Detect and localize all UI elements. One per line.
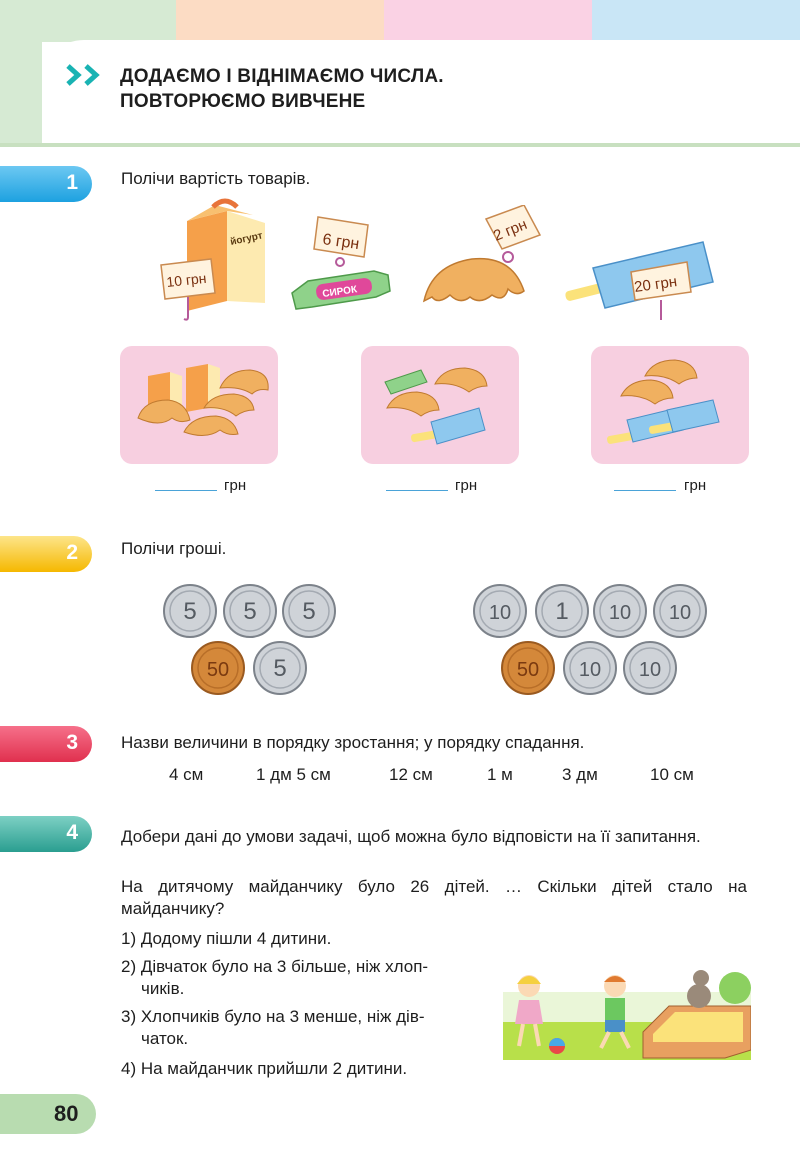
left-green-strip: [0, 42, 42, 143]
page-number-tab: [0, 1094, 96, 1134]
task-4-option-3-cont: чаток.: [141, 1029, 189, 1048]
task-4-option-3: 3) Хлопчиків було на 3 менше, ніж дів-: [121, 1007, 425, 1026]
svg-text:5: 5: [302, 598, 316, 625]
top-band-pink: [384, 0, 592, 42]
answer-unit-3: грн: [684, 477, 707, 494]
svg-text:10: 10: [488, 602, 512, 624]
task-4-number-tab: 4: [0, 816, 92, 852]
task-2-text: Полічи гроші.: [121, 539, 227, 558]
yogurt-price-tag: 10 грн: [165, 269, 208, 290]
group2-coin-4: [652, 583, 708, 644]
page-title: ДОДАЄМО І ВІДНІМАЄМО ЧИСЛА. ПОВТОРЮЄМО ВИВЧЕНЕ: [120, 66, 444, 112]
measure-value-1: 4 см: [169, 765, 204, 784]
page-number: 80: [54, 1101, 79, 1126]
svg-text:10: 10: [668, 602, 692, 624]
combo-box-3: [591, 346, 749, 464]
svg-text:50: 50: [206, 659, 230, 681]
group2-coin-2: [534, 583, 590, 644]
task-4-option-4: 4) На майданчик прийшли 2 дитини.: [121, 1059, 408, 1078]
candy-price-tag: 6 грн: [321, 231, 361, 254]
group2-coin-1: [472, 583, 528, 644]
svg-text:5: 5: [183, 598, 197, 625]
combo-1-items: [120, 346, 278, 464]
task-1-text: Полічи вартість товарів.: [121, 169, 311, 188]
measure-value-5: 3 дм: [562, 765, 598, 784]
answer-blank-3[interactable]: [614, 472, 676, 491]
task-3-text: Назви величини в порядку зростання; у порядку спадання.: [121, 733, 585, 752]
measure-value-3: 12 см: [389, 765, 433, 784]
ice-cream-price-tag: 20 грн: [633, 273, 679, 296]
svg-text:5: 5: [273, 655, 287, 682]
measure-value-4: 1 м: [487, 765, 513, 784]
croissant-price-tag: 2 грн: [491, 215, 530, 245]
group2-coin-5: [500, 640, 556, 701]
group2-coin-6: [562, 640, 618, 701]
task-4-problem: На дитячому майданчику було 26 дітей. … Скільки дітей стало на майданчику?: [121, 877, 747, 918]
svg-text:10: 10: [638, 659, 662, 681]
svg-text:10: 10: [608, 602, 632, 624]
answer-unit-1: грн: [224, 477, 247, 494]
header-divider: [0, 143, 800, 147]
top-band-peach: [176, 0, 384, 42]
candy-bar-image: [288, 215, 398, 320]
group2-coin-7: [622, 640, 678, 701]
task-4-option-2-cont: чиків.: [141, 979, 185, 998]
answer-blank-1[interactable]: [155, 472, 217, 491]
ice-cream-image: [563, 228, 723, 328]
measure-value-2: 1 дм 5 см: [256, 765, 331, 784]
combo-3-items: [591, 346, 749, 464]
task-4-option-2: 2) Дівчаток було на 3 більше, ніж хлоп-: [121, 957, 429, 976]
svg-text:5: 5: [243, 598, 257, 625]
double-chevron-icon: [66, 64, 106, 86]
top-band-blue: [592, 0, 800, 42]
group1-coin-4: [190, 640, 246, 701]
task-2-number-tab: 2: [0, 536, 92, 572]
task-1-number-tab: 1: [0, 166, 92, 202]
yogurt-box-image: [155, 193, 275, 323]
svg-text:1: 1: [555, 598, 569, 625]
task-3-number-tab: 3: [0, 726, 92, 762]
svg-text:10: 10: [578, 659, 602, 681]
group1-coin-1: [162, 583, 218, 644]
group1-coin-3: [281, 583, 337, 644]
measure-value-6: 10 см: [650, 765, 694, 784]
task-4-option-1: 1) Додому пішли 4 дитини.: [121, 929, 332, 948]
combo-box-1: [120, 346, 278, 464]
task-4-instruction: Добери дані до умови задачі, щоб можна було відповісти на її запитання.: [121, 827, 701, 846]
croissant-image: [420, 205, 550, 315]
yogurt-label: йогурт: [229, 230, 264, 248]
combo-2-items: [361, 346, 519, 464]
top-band-green: [0, 0, 176, 42]
group2-coin-3: [592, 583, 648, 644]
answer-blank-2[interactable]: [386, 472, 448, 491]
group1-coin-5: [252, 640, 308, 701]
group1-coin-2: [222, 583, 278, 644]
answer-unit-2: грн: [455, 477, 478, 494]
candy-label: СИРОК: [321, 284, 358, 300]
svg-text:50: 50: [516, 659, 540, 681]
combo-box-2: [361, 346, 519, 464]
playground-illustration: [503, 962, 751, 1060]
